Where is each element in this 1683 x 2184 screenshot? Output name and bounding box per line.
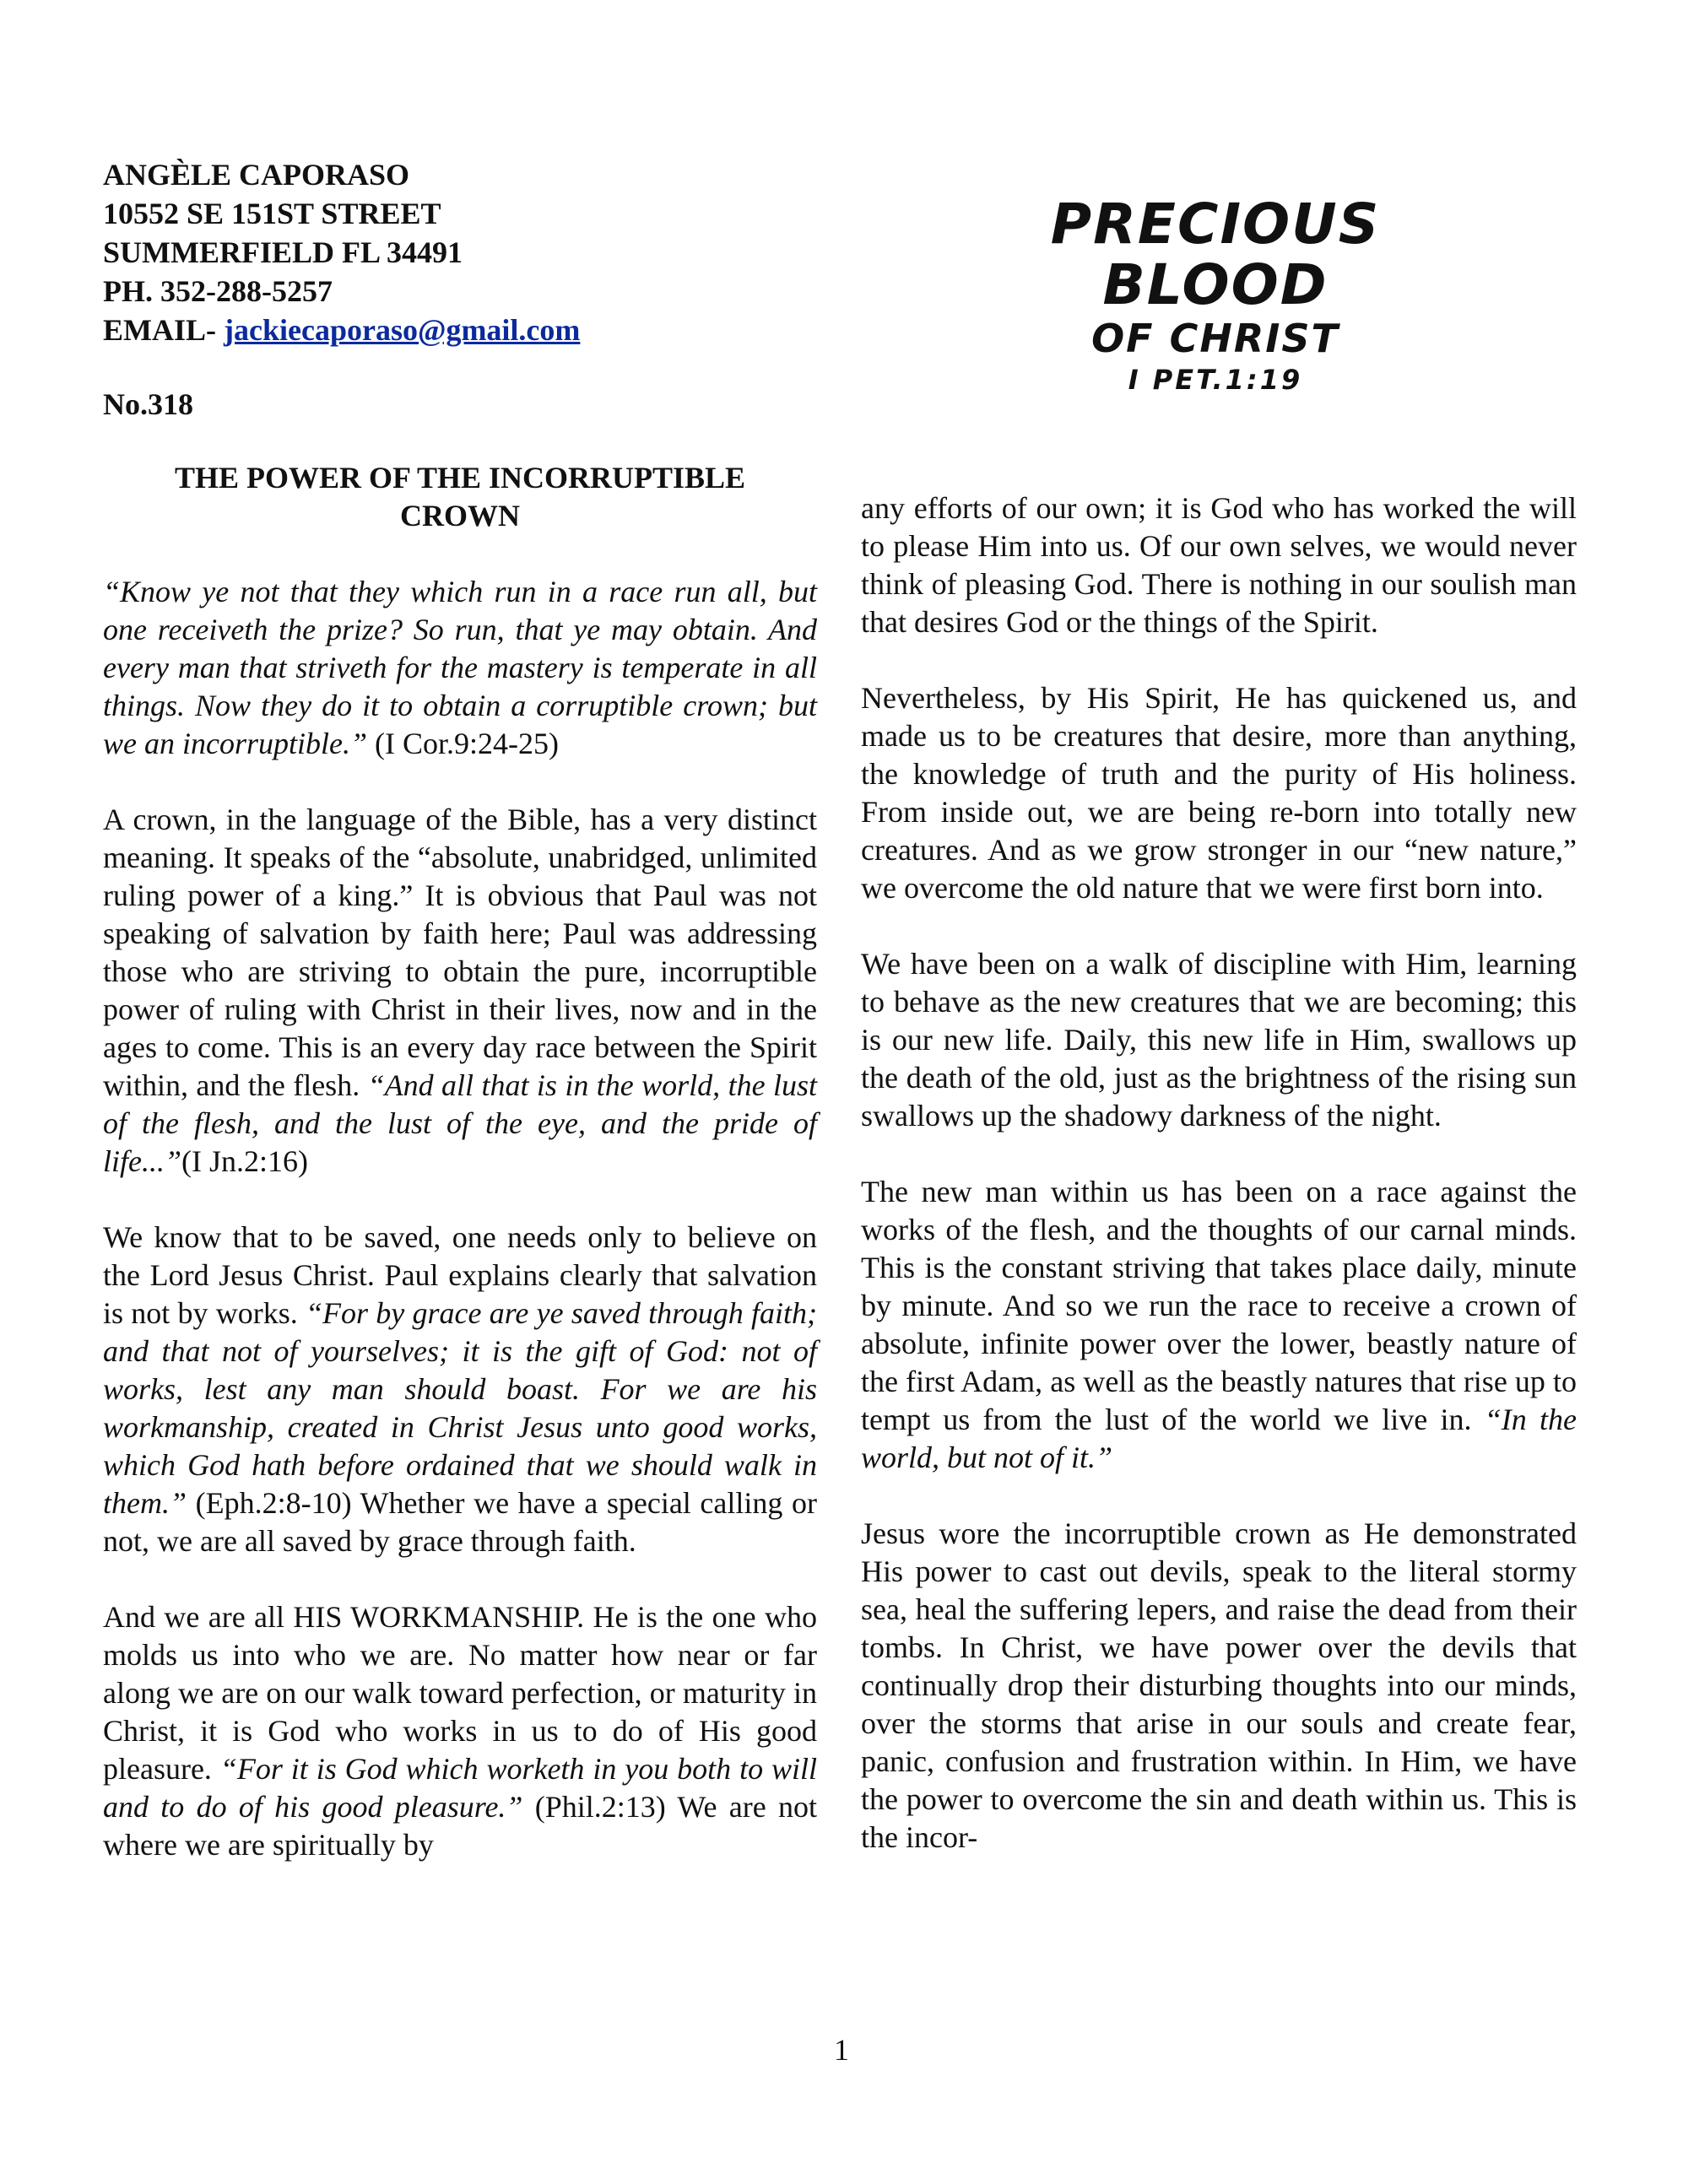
paragraph-text: A crown, in the language of the Bible, has a very distinct meaning. It speaks of the “absolute, unabridged, unlimited ruling power of a king.” It is obvious that Paul was not speaking of salvation by faith here; Paul was addressing those who are striving to obtain the pure, incorruptible power of ruling with Christ in their lives, now and in the ages to come. This is an every day race between the Spirit within, and the flesh. (103, 803, 817, 1102)
paragraph (103, 1598, 817, 1864)
paragraph (103, 573, 817, 763)
contact-block (103, 155, 580, 349)
paragraph-text: And we are all HIS WORKMANSHIP. He is the one who molds us into who we are. No matter how near or far along we are on our walk toward perfection, or maturity in Christ, it is God who works in us to do of His good pleasure. (103, 1600, 817, 1786)
left-column (103, 459, 817, 1902)
contact-name: ANGÈLE CAPORASO (103, 158, 410, 192)
paragraph-text: (Phil.2:13) We are not where we are spiritually by (103, 1790, 818, 1862)
right-column (861, 489, 1577, 1895)
scripture-reference: (I Jn.2:16) (181, 1144, 308, 1178)
paragraph (861, 1173, 1577, 1477)
masthead (928, 194, 1502, 398)
article-title (103, 459, 817, 535)
paragraph (103, 1219, 817, 1560)
paragraph (103, 801, 817, 1181)
scripture-quote: “For by grace are ye saved through faith; and that not of yourselves; it is the gift of God: not of works, lest any man should boast. For we are his workmanship, created in Christ Jesus unto good works, which God hath before ordained that we should walk in them.” (103, 1296, 817, 1520)
article-title-line2: CROWN (400, 499, 520, 532)
scripture-reference: (I Cor.9:24-25) (367, 727, 559, 760)
scripture-quote: “Know ye not that they which run in a race run all, but one receiveth the prize? So run, that ye may obtain. And every man that striveth for the mastery is temperate in all things. Now they do it to obtain a corruptible crown; but we an incorruptible.” (103, 575, 817, 760)
article-title-line1: THE POWER OF THE INCORRUPTIBLE (174, 461, 746, 495)
contact-street: 10552 SE 151ST STREET (103, 197, 441, 230)
email-link[interactable]: jackiecaporaso@gmail.com (224, 313, 581, 347)
masthead-title: PRECIOUS BLOOD (1050, 192, 1381, 317)
issue-number: No.318 (103, 387, 193, 421)
contact-phone: PH. 352-288-5257 (103, 274, 333, 308)
contact-email-line (103, 311, 580, 349)
email-label: EMAIL- (103, 313, 224, 347)
scripture-quote: “And all that is in the world, the lust of the flesh, and the lust of the eye, and the pride of life...” (103, 1068, 817, 1178)
masthead-subtitle: OF CHRIST (1091, 316, 1339, 361)
contact-city: SUMMERFIELD FL 34491 (103, 235, 463, 269)
paragraph: any efforts of our own; it is God who has worked the will to please Him into us. Of our own selves, we would never think of pleasing God. There is nothing in our soulish man that desires God or the things of the Spirit. (861, 491, 1577, 639)
paragraph: Jesus wore the incorruptible crown as He demonstrated His power to cast out devils, speak to the literal stormy sea, heal the suffering lepers, and raise the dead from their tombs. In Christ, we have power over the devils that continually drop their disturbing thoughts into our minds, over the storms that arise in our souls and create fear, panic, confusion and frustration within. In Him, we have the power to overcome the sin and death within us. This is the incor- (861, 1516, 1577, 1854)
paragraph-text: We know that to be saved, one needs only to believe on the Lord Jesus Christ. Paul explains clearly that salvation is not by works. (103, 1220, 817, 1330)
paragraph: Nevertheless, by His Spirit, He has quickened us, and made us to be creatures that desire, more than anything, the knowledge of truth and the purity of His holiness. From inside out, we are being re-born into totally new creatures. And as we grow stronger in our “new nature,” we overcome the old nature that we were first born into. (861, 681, 1577, 905)
scripture-quote: “For it is God which worketh in you both to will and to do of his good pleasure.” (103, 1752, 818, 1824)
masthead-reference: I PET.1:19 (1128, 364, 1303, 396)
paragraph-text: The new man within us has been on a race against the works of the flesh, and the thoughts of our carnal minds. This is the constant striving that takes place daily, minute by minute. And so we run the race to receive a crown of absolute, infinite power over the lower, beastly nature of the first Adam, as well as the beastly natures that rise up to tempt us from the lust of the world we live in. (861, 1175, 1577, 1436)
paragraph: We have been on a walk of discipline with Him, learning to behave as the new creatures that we are becoming; this is our new life. Daily, this new life in Him, swallows up the death of the old, just as the brightness of the rising sun swallows up the shadowy darkness of the night. (861, 947, 1577, 1133)
page-number: 1 (834, 2033, 849, 2067)
paragraph-text: (Eph.2:8-10) Whether we have a special calling or not, we are all saved by grace through faith. (103, 1486, 817, 1558)
scripture-quote: “In the world, but not of it.” (861, 1403, 1577, 1474)
